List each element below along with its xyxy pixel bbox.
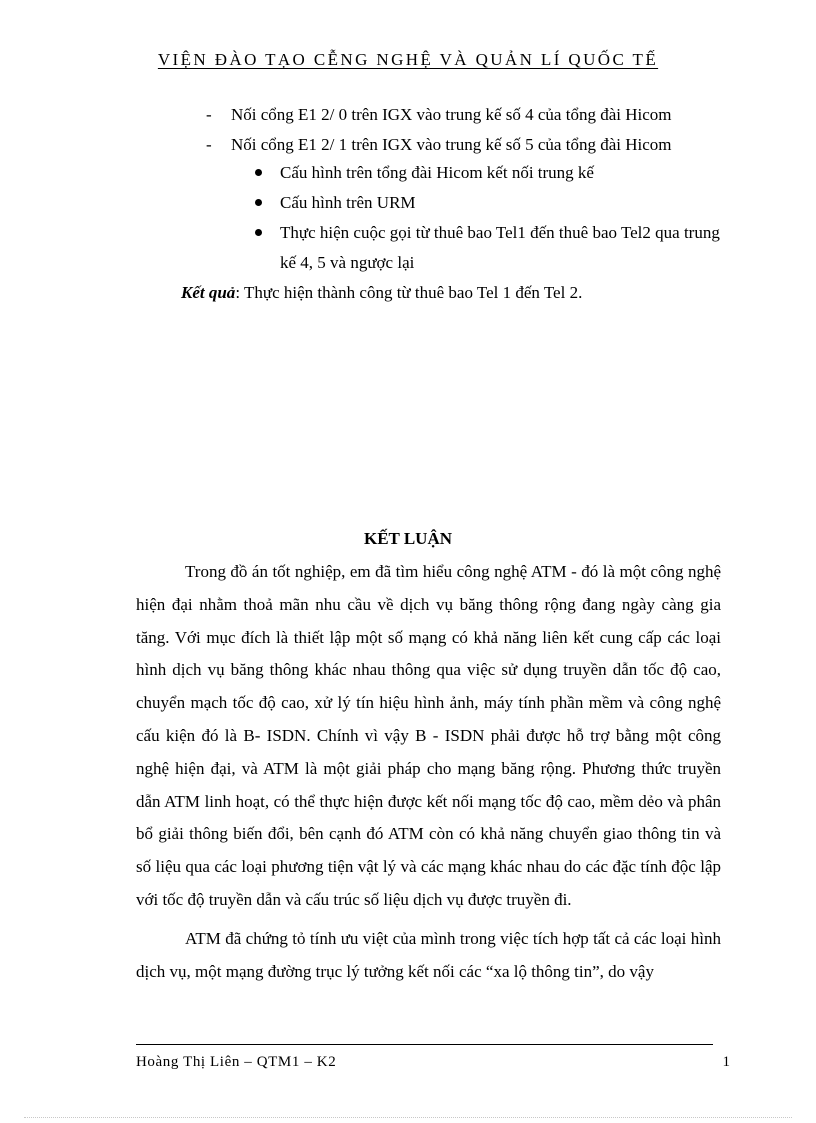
- dash-list-text: Nối cổng E1 2/ 0 trên IGX vào trung kế số 4 của tổng đài Hicom: [231, 105, 672, 124]
- result-line: [181, 278, 582, 308]
- dash-marker: -: [206, 135, 212, 154]
- section-title: KẾT LUẬN: [363, 529, 452, 548]
- dash-list-item: [206, 130, 672, 160]
- page-number: 1: [722, 1054, 730, 1070]
- bullet-list-item: [253, 188, 723, 218]
- bullet-list-item: [253, 218, 723, 278]
- page-header: VIỆN ĐÀO TẠO CỄNG NGHỆ VÀ QUẢN LÍ QUỐC TẾ: [157, 50, 659, 69]
- dash-list: [206, 100, 672, 160]
- bullet-list-item: [253, 158, 723, 188]
- bullet-list-text: Cấu hình trên tổng đài Hicom kết nối trung kế: [280, 163, 594, 182]
- page-edge-divider: [24, 1117, 792, 1118]
- bullet-dot-icon: [255, 229, 262, 236]
- result-text: : Thực hiện thành công từ thuê bao Tel 1 đến Tel 2.: [235, 283, 583, 302]
- conclusion-paragraph: ATM đã chứng tỏ tính ưu việt của mình trong việc tích hợp tất cả các loại hình dịch vụ, một mạng đường trục lý tưởng kết nối các “xa lộ thông tin”, do vậy: [136, 928, 721, 981]
- bullet-list-text: Thực hiện cuộc gọi từ thuê bao Tel1 đến thuê bao Tel2 qua trung kế 4, 5 và ngược lại: [280, 223, 720, 272]
- footer-divider: [136, 1044, 713, 1045]
- bullet-list-text: Cấu hình trên URM: [280, 193, 416, 212]
- footer-author: Hoàng Thị Liên – QTM1 – K2: [136, 1054, 337, 1070]
- dash-marker: -: [206, 105, 212, 124]
- conclusion-paragraph: Trong đồ án tốt nghiệp, em đã tìm hiểu công nghệ ATM - đó là một công nghệ hiện đại nhằm thoả mãn nhu cầu về dịch vụ băng thông rộng đang ngày càng gia tăng. Với mục đích là thiết lập một số mạng có khả năng liên kết cung cấp các loại hình dịch vụ băng thông khác nhau thông qua việc sử dụng truyền dẫn tốc độ cao, chuyển mạch tốc độ cao, xử lý tín hiệu hình ảnh, máy tính phần mềm và công nghệ cấu kiện đó là B- ISDN. Chính vì vậy B - ISDN phải được hỗ trợ bằng một công nghệ hiện đại, và ATM là một giải pháp cho mạng băng rộng. Phương thức truyền dẫn ATM linh hoạt, có thể thực hiện được kết nối mạng tốc độ cao, mềm dẻo và phân bổ giải thông biến đổi, bên cạnh đó ATM còn có khả năng chuyển giao thông tin và số liệu qua các loại phương tiện vật lý và các mạng khác nhau do các đặc tính độc lập với tốc độ truyền dẫn và cấu trúc số liệu dịch vụ được truyền đi.: [136, 562, 721, 909]
- bullet-dot-icon: [255, 199, 262, 206]
- result-label: Kết quả: [181, 283, 236, 302]
- bullet-list: [253, 158, 723, 278]
- dash-list-item: [206, 100, 672, 130]
- dash-list-text: Nối cổng E1 2/ 1 trên IGX vào trung kế số 5 của tổng đài Hicom: [231, 135, 672, 154]
- conclusion-body: [136, 556, 721, 994]
- bullet-dot-icon: [255, 169, 262, 176]
